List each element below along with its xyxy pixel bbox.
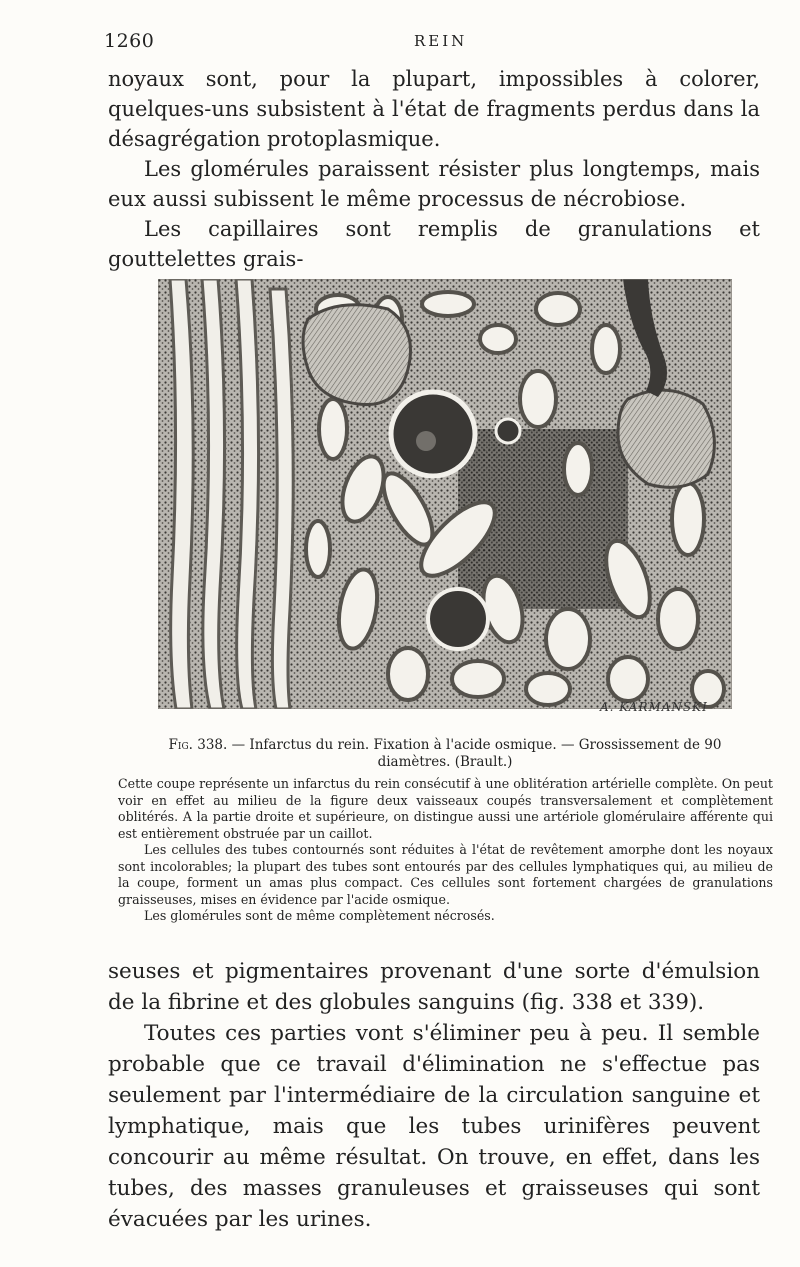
paragraph-graisseuses: seuses et pigmentaires provenant d'une sorte d'émulsion de la fibrine et des globules sanguins (fig. 338 et 339). (108, 959, 760, 1015)
body-text-top (108, 64, 760, 274)
body-text-bottom (108, 956, 760, 1235)
caption-paragraph-2: Les cellules des tubes contournés sont réduites à l'état de revêtement amorphe dont les noyaux sont incolorables; la plupart des tubes sont entourés par des cellules lymphatiques qui, au milieu de la coupe, forment un amas plus compact. Ces cellules sont fortement chargées de granulations graisseuses, mises en évidence par l'acide osmique. (118, 842, 773, 907)
running-head (104, 30, 760, 56)
running-title: REIN (414, 32, 468, 50)
figure-caption (130, 737, 760, 771)
figure-label: Fig. 338. (168, 737, 228, 753)
necrotic-glomerulus-right (618, 390, 714, 487)
figure-title: — Infarctus du rein. Fixation à l'acide osmique. — Grossissement de 90 diamètres. (Brault.) (231, 737, 722, 770)
caption-paragraph-3: Les glomérules sont de même complètement nécrosés. (144, 908, 495, 923)
paragraph-capillaires: Les capillaires sont remplis de granulations et gouttelettes grais- (108, 217, 760, 271)
histology-figure (158, 279, 732, 709)
paragraph-elimination: Toutes ces parties vont s'éliminer peu à peu. Il semble probable que ce travail d'élimination ne s'effectue pas seulement par l'intermédiaire de la circulation sanguine et lymphatique, mais que les tubes urinifères peuvent concourir au même résultat. On trouve, en effet, dans les tubes, des masses granuleuses et graisseuses qui sont évacuées par les urines. (108, 1021, 760, 1232)
figure-description (118, 776, 773, 925)
paragraph-glomerules: Les glomérules paraissent résister plus longtemps, mais eux aussi subissent le même processus de nécrobiose. (108, 157, 760, 211)
illustrator-signature: A. KARMANSKI (600, 700, 708, 714)
kidney-section-illustration (158, 279, 732, 709)
caption-paragraph-1: Cette coupe représente un infarctus du rein consécutif à une oblitération artérielle complète. On peut voir en effet au milieu de la figure deux vaisseaux coupés transversalement et complètement oblitérés. A la partie droite et supérieure, on distingue aussi une artériole glomérulaire afférente qui est entièrement obstruée par un caillot. (118, 776, 773, 841)
paragraph-continuation: noyaux sont, pour la plupart, impossibles à colorer, quelques-uns subsistent à l'état de fragments perdus dans la désagrégation protoplasmique. (108, 67, 760, 151)
page-number: 1260 (104, 30, 155, 52)
